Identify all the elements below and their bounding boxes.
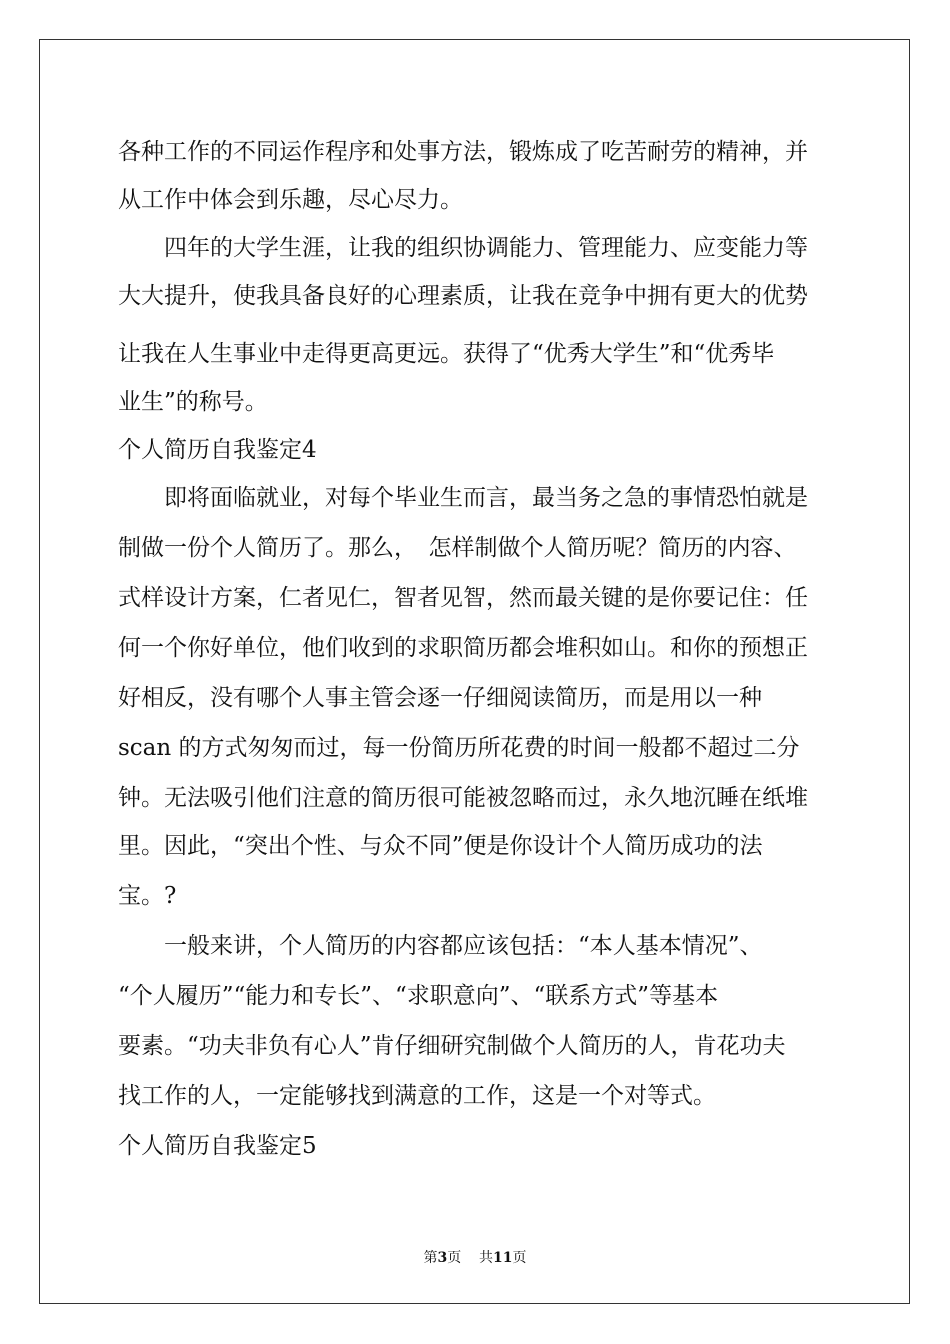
body-text-line: 即将面临就业，对每个毕业生而言，最当务之急的事情恐怕就是 bbox=[118, 485, 808, 511]
section-heading: 个人简历自我鉴定4 bbox=[118, 437, 317, 463]
body-text-line: 大大提升，使我具备良好的心理素质，让我在竞争中拥有更大的优势 bbox=[118, 283, 808, 309]
body-text-line: 里。因此，“突出个性、与众不同”便是你设计个人简历成功的法 bbox=[118, 833, 763, 859]
page-suffix: 页 bbox=[447, 1250, 462, 1266]
section-heading: 个人简历自我鉴定5 bbox=[118, 1133, 317, 1159]
body-text-line: 何一个你好单位，他们收到的求职简历都会堆积如山。和你的预想正 bbox=[118, 635, 808, 661]
body-text-line: 式样设计方案，仁者见仁，智者见智，然而最关键的是你要记住：任 bbox=[118, 585, 808, 611]
body-text-line: scan 的方式匆匆而过，每一份简历所花费的时间一般都不超过二分 bbox=[118, 735, 800, 761]
body-text-line: 各种工作的不同运作程序和处事方法，锻炼成了吃苦耐劳的精神，并 bbox=[118, 139, 808, 165]
body-text-line: 四年的大学生涯，让我的组织协调能力、管理能力、应变能力等 bbox=[118, 235, 808, 261]
body-text-line: 业生”的称号。 bbox=[118, 389, 268, 415]
body-text-line: “个人履历”“能力和专长”、“求职意向”、“联系方式”等基本 bbox=[118, 983, 719, 1009]
page-border bbox=[39, 39, 910, 1304]
total-suffix: 页 bbox=[512, 1250, 527, 1266]
page-prefix: 第 bbox=[423, 1250, 438, 1266]
body-text-line: 制做一份个人简历了。那么， 怎样制做个人简历呢？简历的内容、 bbox=[118, 535, 797, 561]
body-text-line: 要素。“功夫非负有心人”肯仔细研究制做个人简历的人，肯花功夫 bbox=[118, 1033, 786, 1059]
body-text-line: 从工作中体会到乐趣，尽心尽力。 bbox=[118, 187, 463, 213]
body-text-line: 一般来讲，个人简历的内容都应该包括：“本人基本情况”、 bbox=[118, 933, 763, 959]
page-number: 3 bbox=[437, 1250, 448, 1266]
body-text-line: 好相反，没有哪个人事主管会逐一仔细阅读简历，而是用以一种 bbox=[118, 685, 762, 711]
body-text-line: 让我在人生事业中走得更高更远。获得了“优秀大学生”和“优秀毕 bbox=[118, 341, 775, 367]
body-text-line: 宝。? bbox=[118, 883, 177, 909]
body-text-line: 钟。无法吸引他们注意的简历很可能被忽略而过，永久地沉睡在纸堆 bbox=[118, 785, 808, 811]
total-pages: 11 bbox=[493, 1250, 513, 1266]
body-text-line: 找工作的人，一定能够找到满意的工作，这是一个对等式。 bbox=[118, 1083, 716, 1109]
page-footer bbox=[0, 1249, 950, 1267]
total-prefix: 共 bbox=[479, 1250, 494, 1266]
